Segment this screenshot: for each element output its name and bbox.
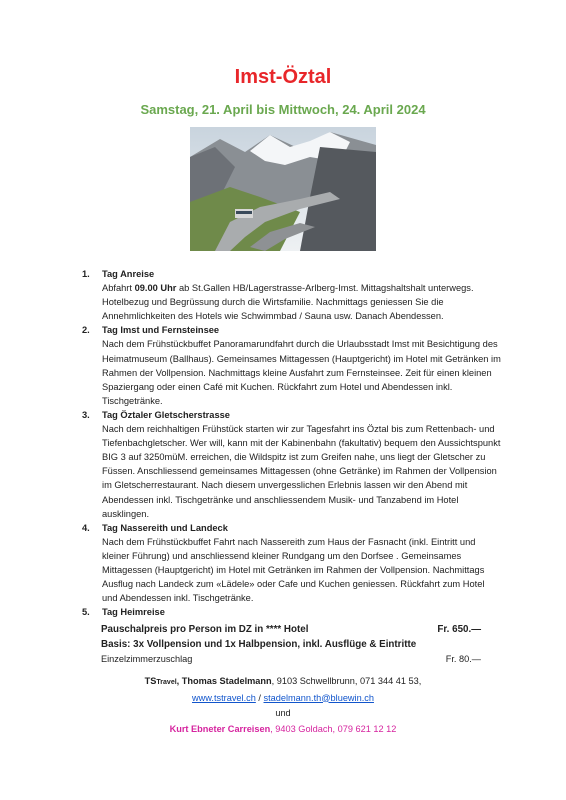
day-number: 3. xyxy=(82,409,90,420)
day-2 xyxy=(82,323,502,408)
price-value: Fr. 650.— xyxy=(437,624,481,635)
desc-rest: ab St.Gallen HB/Lagerstrasse-Arlberg-Imst. Mittagshaltshalt unterwegs. Hotelbezug und Begrüssung durch die Wirtsfamilie. Nachmittags geniessen Sie die Annehmlichkeiten des Hotels wie Schwimmbad / Sauna usw. Danach Abendessen. xyxy=(102,283,474,322)
day-number: 4. xyxy=(82,522,90,533)
email-link[interactable]: stadelmann.th@bluewin.ch xyxy=(263,692,374,703)
day-3 xyxy=(82,408,502,521)
day-number: 5. xyxy=(82,607,90,618)
day-description xyxy=(102,281,502,323)
mountain-road-photo xyxy=(190,127,376,251)
itinerary-list xyxy=(82,267,502,619)
brand-ts: TS xyxy=(144,676,157,686)
single-room-label: Einzelzimmerzuschlag xyxy=(101,654,193,664)
contact-address: , 9103 Schwellbrunn, 071 344 41 53, xyxy=(271,676,422,686)
day-title: Tag Nassereith und Landeck xyxy=(102,522,228,533)
date-subtitle: Samstag, 21. April bis Mittwoch, 24. April 2024 xyxy=(140,102,426,117)
departure-time: 09.00 Uhr xyxy=(134,283,177,294)
brand-travel: Travel xyxy=(156,679,177,686)
link-separator: / xyxy=(255,692,264,703)
single-room-value: Fr. 80.— xyxy=(445,654,481,664)
partner-name: Kurt Ebneter Carreisen xyxy=(169,723,271,734)
und-line: und xyxy=(275,708,291,718)
partner-details: , 9403 Goldach, 079 621 12 12 xyxy=(270,723,397,734)
day-5 xyxy=(82,605,502,619)
price-row-main xyxy=(101,622,481,637)
day-description: Nach dem reichhaltigen Frühstück starten wir zur Tagesfahrt ins Öztal bis zum Rettenbach- und Tiefenbachgletscher. Wer will, kann mit der Kabinenbahn (fakultativ) bequem den Aussichtspunkt BIG 3 auf 3250müM. erreichen, die Wildspitz ist zum Greifen nahe, uns liegt der Gletscher zu Füssen. Anschliessend gemeinsames Mittagessen (ohne Getränke) im Rahmen der Vollpension im Gletscherrestaurant. Nach diesem unvergesslichen Erlebnis lassen wir den Abend mit Abendessen inkl. Tischgetränke und anschliessendem Musik- und Tanzabend im Hotel ausklingen. xyxy=(102,424,501,519)
day-4 xyxy=(82,521,502,606)
contact-footer xyxy=(0,674,566,737)
price-row-single xyxy=(101,652,481,667)
day-description: Nach dem Frühstückbuffet Fahrt nach Nassereith zum Haus der Fasnacht (inkl. Eintritt und kleiner Führung) und anschliessend kleiner Rundgang um den Dorfsee . Gemeinsames Mittagessen (Hauptgericht) im Hotel mit Getränken im Rahmen der Vollpension. Nachmittags Ausflug nach Landeck zum «Lädele» oder Cafe und Kuchen geniessen. Rückfahrt zum Hotel und Abendessen inkl. Tischgetränke. xyxy=(102,536,485,604)
brand-name xyxy=(145,676,272,686)
desc-prefix: Abfahrt xyxy=(102,283,135,294)
links-line xyxy=(0,691,566,707)
day-1 xyxy=(82,267,502,323)
day-number: 2. xyxy=(82,325,90,336)
partner-line xyxy=(0,722,566,738)
day-title: Tag Öztaler Gletscherstrasse xyxy=(102,409,230,420)
day-number: 1. xyxy=(82,269,90,279)
contact-line xyxy=(0,674,566,691)
basis-label: Basis: 3x Vollpension und 1x Halbpension, inkl. Ausflüge & Eintritte xyxy=(101,639,417,650)
pricing-block xyxy=(101,622,481,667)
price-row-basis xyxy=(101,637,481,652)
day-title: Tag Anreise xyxy=(102,269,155,279)
day-title: Tag Heimreise xyxy=(102,607,165,618)
price-label: Pauschalpreis pro Person im DZ in **** Hotel xyxy=(101,624,309,635)
page-title: Imst-Öztal xyxy=(234,66,332,88)
day-title: Tag Imst und Fernsteinsee xyxy=(102,325,220,336)
contact-name: , Thomas Stadelmann xyxy=(176,676,272,686)
day-description: Nach dem Frühstückbuffet Panoramarundfahrt durch die Urlaubsstadt Imst mit Besichtigung des Heimatmuseum (Ballhaus). Gemeinsames Mittagessen (Hauptgericht) im Hotel mit Getränken im Rahmen der Vollpension. Nachmittags kleine Ausfahrt zum Fernsteinsee. Zeit für einen kleinen Spaziergang oder einen Café mit Kuchen. Rückfahrt zum Hotel und Abendessen inkl. Tischgetränke. xyxy=(102,339,501,406)
website-link[interactable]: www.tstravel.ch xyxy=(192,692,256,703)
